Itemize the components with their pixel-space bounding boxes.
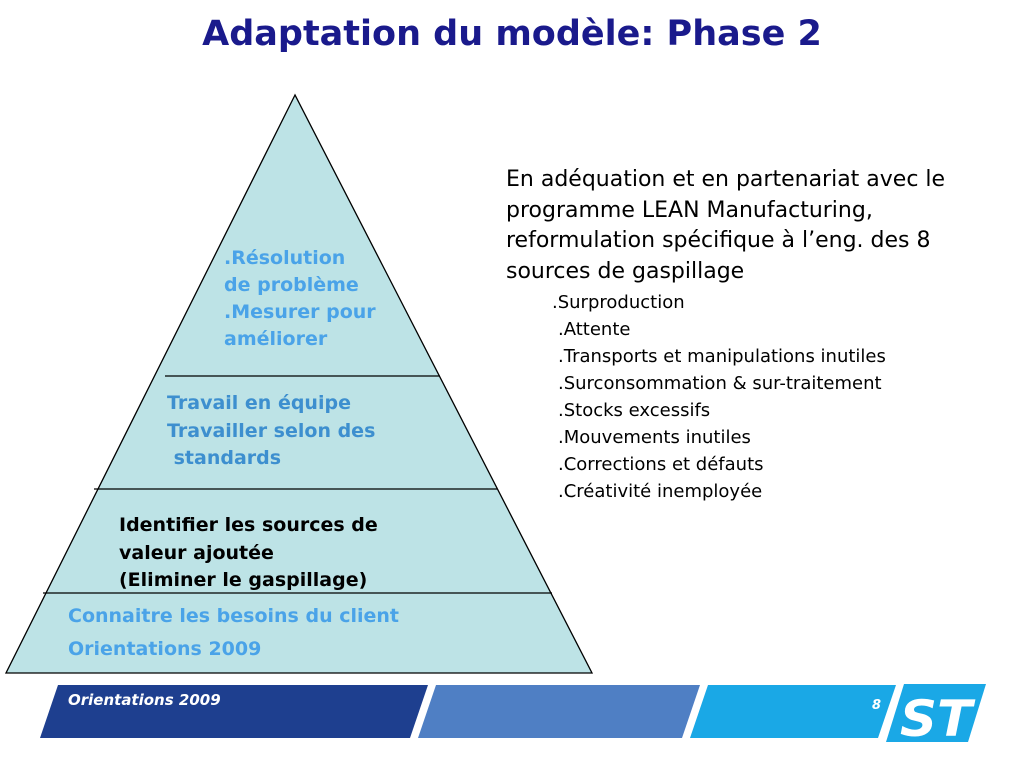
footer-label: Orientations 2009 bbox=[68, 691, 221, 709]
footer-segment-mid bbox=[418, 685, 700, 738]
tier-line: standards bbox=[167, 447, 282, 469]
tier-line: Travail en équipe bbox=[167, 392, 351, 414]
waste-item: .Créativité inemployée bbox=[558, 481, 763, 502]
waste-item: .Corrections et défauts bbox=[558, 454, 764, 475]
waste-item: .Attente bbox=[558, 319, 631, 340]
tier-line: de problème bbox=[224, 274, 359, 296]
waste-item: .Mouvements inutiles bbox=[558, 427, 751, 448]
slide-title: Adaptation du modèle: Phase 2 bbox=[202, 14, 822, 54]
tier-line: Travailler selon des bbox=[167, 419, 376, 442]
tier-line: valeur ajoutée bbox=[119, 541, 274, 564]
waste-item: .Surproduction bbox=[552, 292, 685, 313]
tier-line: Orientations 2009 bbox=[68, 638, 262, 660]
waste-item: .Transports et manipulations inutiles bbox=[558, 346, 886, 367]
tier-line: améliorer bbox=[224, 328, 328, 350]
tier-line: Connaitre les besoins du client bbox=[68, 605, 399, 627]
tier-line: (Eliminer le gaspillage) bbox=[119, 569, 368, 591]
st-logo-text: ST bbox=[900, 690, 976, 748]
page-number: 8 bbox=[872, 698, 882, 713]
tier-line: .Résolution bbox=[224, 247, 346, 269]
waste-item: .Surconsommation & sur-traitement bbox=[558, 373, 882, 394]
tier-line: Identifier les sources de bbox=[119, 514, 378, 536]
tier-line: .Mesurer pour bbox=[224, 301, 376, 323]
waste-item: .Stocks excessifs bbox=[558, 400, 711, 421]
st-logo-icon bbox=[886, 684, 986, 748]
footer-segment-light bbox=[690, 685, 896, 738]
description-intro: En adéquation et en partenariat avec le programme LEAN Manufacturing, reformulation spécifique à l’eng. des 8 sources de gaspillage bbox=[506, 167, 946, 284]
